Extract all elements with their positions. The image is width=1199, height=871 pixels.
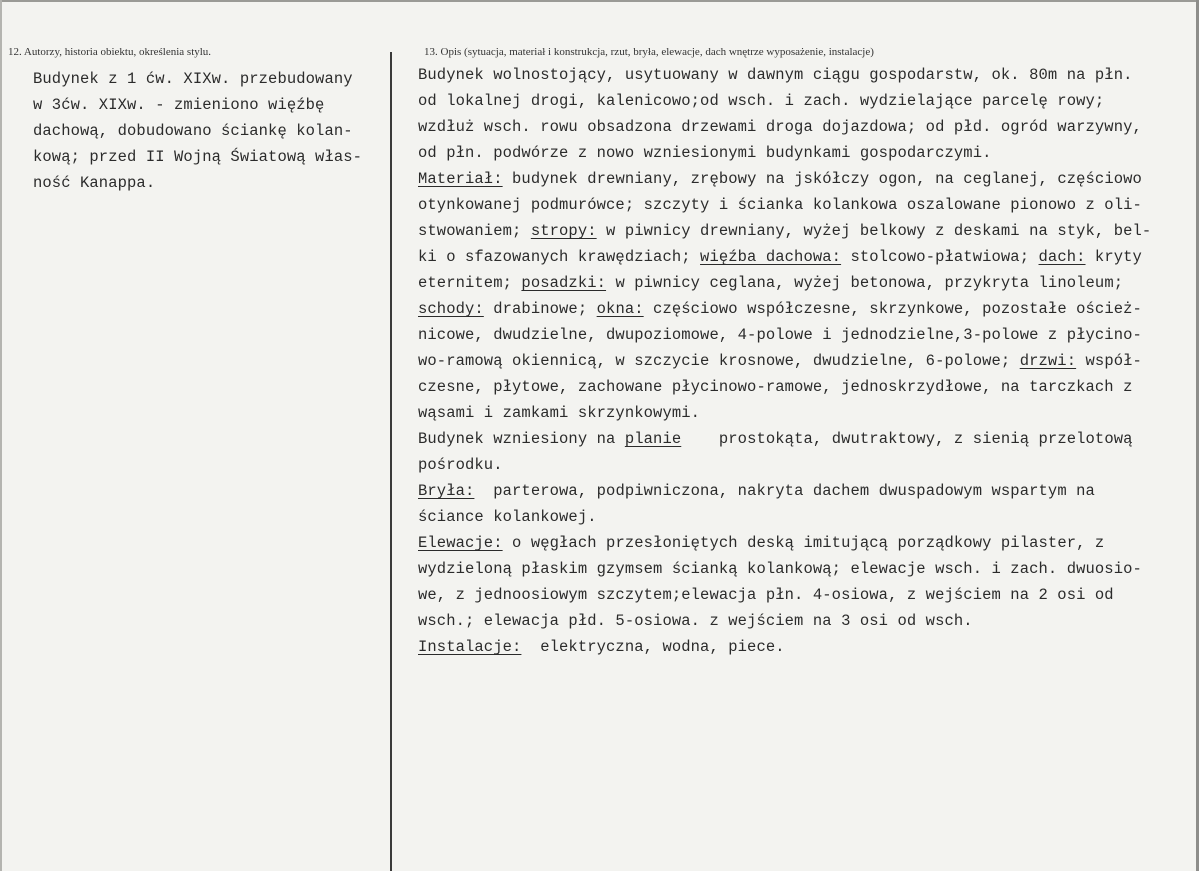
card-top-edge	[0, 0, 1199, 2]
column-divider	[390, 52, 392, 871]
windows-label: okna:	[596, 300, 644, 318]
description-line-22: wsch.; elewacja płd. 5-osiowa. z wejściem na 3 osi od wsch.	[418, 612, 973, 630]
history-line-2: w 3ćw. XIXw. - zmieniono więźbę	[33, 96, 325, 114]
history-line-4: kową; przed II Wojną Światową włas-	[33, 148, 363, 166]
description-line-16: pośrodku.	[418, 456, 503, 474]
description-line-1: Budynek wolnostojący, usytuowany w dawnym ciągu gospodarstw, ok. 80m na płn.	[418, 66, 1133, 84]
description-line-6: otynkowanej podmurówce; szczyty i ścianka kolankowa oszalowane pionowo z oli-	[418, 196, 1142, 214]
description-line-21: we, z jednoosiowym szczytem;elewacja płn. 4-osiowa, z wejściem na 2 osi od	[418, 586, 1114, 604]
description-line-15: Budynek wzniesiony na planie prostokąta, dwutraktowy, z sienią przelotową	[418, 430, 1133, 448]
description-line-14: wąsami i zamkami skrzynkowymi.	[418, 404, 701, 422]
description-line-3: wzdłuż wsch. rowu obsadzona drzewami droga dojazdowa; od płd. ogród warzywny,	[418, 118, 1142, 136]
description-line-9: eternitem; posadzki: w piwnicy ceglana, wyżej betonowa, przykryta linoleum;	[418, 274, 1124, 292]
description-line-2: od lokalnej drogi, kalenicowo;od wsch. i zach. wydzielające parcelę rowy;	[418, 92, 1105, 110]
description-line-7: stwowaniem; stropy: w piwnicy drewniany, wyżej belkowy z deskami na styk, bel-	[418, 222, 1152, 240]
card-left-edge	[0, 0, 2, 871]
material-label: Materiał:	[418, 170, 503, 188]
section-12-header: 12. Autorzy, historia obiektu, określenia stylu.	[8, 46, 212, 58]
description-line-4: od płn. podwórze z nowo wzniesionymi budynkami gospodarczymi.	[418, 144, 992, 162]
installations-label: Instalacje:	[418, 638, 522, 656]
floors-label: posadzki:	[521, 274, 607, 292]
history-line-3: dachową, dobudowano ściankę kolan-	[33, 122, 353, 140]
description-line-12: wo-ramową okiennicą, w szczycie krosnowe, dwudzielne, 6-polowe; drzwi: współ-	[418, 352, 1142, 370]
section-13-header: 13. Opis (sytuacja, materiał i konstrukcja, rzut, bryła, elewacje, dach wnętrze wyposażenie, instalacje)	[424, 46, 874, 58]
description-line-5: Materiał: budynek drewniany, zrębowy na jskółczy ogon, na ceglanej, częściowo	[418, 170, 1142, 188]
description-line-8: ki o sfazowanych krawędziach; więźba dachowa: stolcowo-płatwiowa; dach: kryty	[418, 248, 1142, 266]
description-line-13: czesne, płytowe, zachowane płycinowo-ramowe, jednoskrzydłowe, na tarczkach z	[418, 378, 1133, 396]
description-line-23: Instalacje: elektryczna, wodna, piece.	[418, 638, 785, 656]
roof-truss-label: więźba dachowa:	[700, 248, 842, 266]
doors-label: drzwi:	[1019, 352, 1077, 370]
stairs-label: schody:	[418, 300, 484, 318]
elevations-label: Elewacje:	[418, 534, 503, 552]
massing-label: Bryła:	[418, 482, 475, 500]
description-line-10: schody: drabinowe; okna: częściowo współczesne, skrzynkowe, pozostałe oścież-	[418, 300, 1142, 318]
history-line-5: ność Kanappa.	[33, 174, 156, 192]
description-line-19: Elewacje: o węgłach przesłoniętych deską imitującą porządkowy pilaster, z	[418, 534, 1105, 552]
ceilings-label: stropy:	[530, 222, 597, 240]
description-line-11: nicowe, dwudzielne, dwupoziomowe, 4-polowe i jednodzielne,3-polowe z płycino-	[418, 326, 1142, 344]
description-line-18: ściance kolankowej.	[418, 508, 597, 526]
description-line-17: Bryła: parterowa, podpiwniczona, nakryta dachem dwuspadowym wspartym na	[418, 482, 1095, 500]
history-line-1: Budynek z 1 ćw. XIXw. przebudowany	[33, 70, 353, 88]
description-line-20: wydzieloną płaskim gzymsem ścianką kolankową; elewacje wsch. i zach. dwuosio-	[418, 560, 1142, 578]
plan-label: planie	[624, 430, 682, 448]
roof-label: dach:	[1038, 248, 1086, 266]
